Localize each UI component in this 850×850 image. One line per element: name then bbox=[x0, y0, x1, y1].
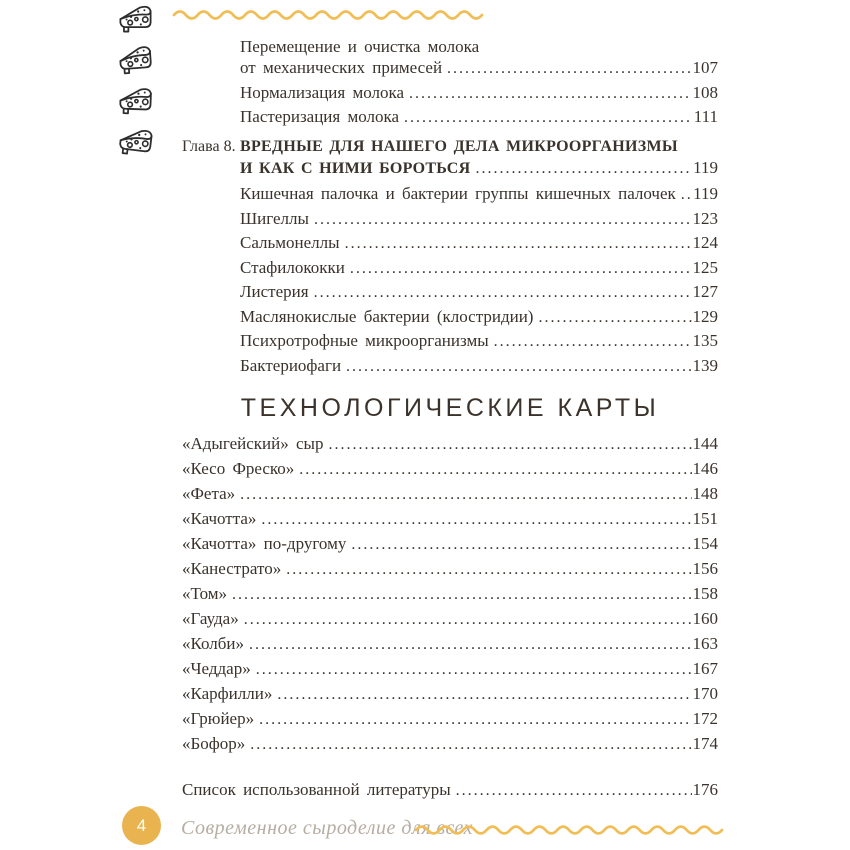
toc-entry-page: 154 bbox=[692, 534, 718, 553]
page-number: 4 bbox=[136, 815, 147, 835]
toc-entry-page: 123 bbox=[692, 208, 718, 228]
page-number-badge bbox=[122, 806, 161, 845]
toc-entry-title: «Колби» bbox=[182, 634, 244, 653]
wavy-line-icon bbox=[172, 5, 484, 25]
toc-entry-title: «Адыгейский» сыр bbox=[182, 434, 324, 453]
toc-entry-title: Бактериофаги bbox=[240, 355, 342, 375]
toc-entry bbox=[182, 557, 718, 582]
toc-entry-title: Сальмонеллы bbox=[240, 233, 340, 252]
toc-chapter8-subentry-list bbox=[240, 182, 718, 378]
cheese-icon bbox=[116, 44, 155, 79]
toc-entry-title: «Качотта» по-другому bbox=[182, 534, 347, 553]
toc-entry bbox=[182, 507, 718, 532]
toc-entry bbox=[182, 457, 718, 482]
toc-entry-page: 156 bbox=[692, 559, 718, 578]
dot-leader bbox=[314, 208, 692, 232]
toc-entry-page: 127 bbox=[692, 282, 718, 301]
cheese-icon bbox=[117, 4, 154, 36]
toc-entry bbox=[182, 732, 718, 757]
toc-entry-page: 108 bbox=[692, 83, 718, 102]
toc-entry bbox=[182, 682, 718, 707]
running-book-title: Современное сыроделие для всех bbox=[181, 817, 474, 839]
dot-leader bbox=[277, 683, 691, 707]
dot-leader bbox=[409, 82, 691, 105]
toc-entry-title: Психротрофные микроорганизмы bbox=[240, 331, 489, 350]
toc-entry bbox=[240, 207, 718, 232]
chapter-label: Глава 8. bbox=[182, 138, 236, 155]
toc-entry bbox=[240, 354, 718, 379]
dot-leader bbox=[249, 633, 692, 657]
chapter-title-line1: ВРЕДНЫЕ ДЛЯ НАШЕГО ДЕЛА МИКРООРГАНИЗМЫ bbox=[240, 138, 678, 155]
dot-leader bbox=[299, 458, 691, 482]
dot-leader bbox=[346, 355, 691, 379]
toc-entry bbox=[240, 329, 718, 354]
dot-leader bbox=[259, 708, 691, 732]
toc-entry-title: Список использованной литературы bbox=[182, 780, 451, 799]
toc-entry bbox=[240, 280, 718, 305]
toc-entry-page: 167 bbox=[692, 659, 718, 678]
toc-entry bbox=[182, 532, 718, 557]
toc-entry-title: «Грюйер» bbox=[182, 709, 255, 728]
toc-entry-page: 111 bbox=[693, 107, 718, 126]
toc-entry-title: Шигеллы bbox=[240, 208, 309, 228]
toc-entry-page: 129 bbox=[692, 306, 718, 326]
toc-entry-title: Кишечная палочка и бактерии группы кишечных палочек bbox=[240, 184, 676, 203]
section-heading-tech-cards: ТЕХНОЛОГИЧЕСКИЕ КАРТЫ bbox=[240, 394, 660, 422]
toc-entry-title: Пастеризация молока bbox=[240, 107, 400, 126]
toc-entry-title: Стафилококки bbox=[240, 257, 345, 277]
toc-entry-title: «Канестрато» bbox=[182, 559, 282, 578]
dot-leader bbox=[456, 779, 692, 803]
dot-leader bbox=[404, 106, 693, 129]
dot-leader bbox=[256, 658, 692, 682]
toc-entry-title: «Чеддар» bbox=[182, 659, 251, 678]
toc-entry-page: 144 bbox=[692, 434, 718, 453]
toc-entry bbox=[240, 256, 718, 281]
toc-entry-title: «Том» bbox=[182, 584, 228, 603]
toc-entry bbox=[182, 582, 718, 607]
dot-leader bbox=[476, 158, 693, 179]
toc-entry-page: 107 bbox=[692, 58, 718, 77]
toc-entry bbox=[182, 607, 718, 632]
dot-leader bbox=[286, 558, 691, 582]
toc-entry-page: 125 bbox=[692, 257, 718, 277]
dot-leader bbox=[240, 483, 691, 507]
toc-entry-page: 124 bbox=[692, 233, 718, 252]
toc-entry bbox=[182, 632, 718, 657]
toc-entry-bibliography bbox=[182, 778, 718, 803]
toc-entry-title: Нормализация молока bbox=[240, 83, 405, 102]
toc-entry-page: 174 bbox=[692, 734, 718, 753]
toc-entry-title: «Карфилли» bbox=[182, 684, 273, 703]
toc-entry-page: 160 bbox=[692, 609, 718, 628]
toc-entry bbox=[182, 707, 718, 732]
toc-entry bbox=[240, 81, 718, 105]
dot-leader bbox=[447, 58, 691, 79]
toc-entry bbox=[240, 105, 718, 129]
toc-entry-title: «Фета» bbox=[182, 484, 236, 503]
dot-leader bbox=[244, 608, 692, 632]
toc-entry-page: 151 bbox=[692, 509, 718, 528]
toc-subentry-list bbox=[240, 81, 718, 129]
toc-entry bbox=[182, 657, 718, 682]
table-of-contents bbox=[182, 36, 718, 803]
toc-chapter-entry bbox=[182, 136, 718, 179]
toc-entry bbox=[240, 305, 718, 330]
toc-entry-title: «Бофор» bbox=[182, 734, 246, 753]
toc-entry-page: 139 bbox=[692, 355, 718, 375]
chapter-title-line2: И КАК С НИМИ БОРОТЬСЯ bbox=[240, 160, 471, 177]
toc-entry-page: 170 bbox=[692, 684, 718, 703]
dot-leader bbox=[250, 733, 691, 757]
chapter-title bbox=[240, 136, 718, 179]
toc-entry bbox=[240, 36, 718, 79]
toc-entry bbox=[240, 182, 718, 207]
toc-entry bbox=[182, 432, 718, 457]
chapter-page: 119 bbox=[693, 158, 718, 177]
toc-entry-page: 176 bbox=[692, 780, 718, 799]
dot-leader bbox=[681, 183, 692, 207]
cheese-icon bbox=[115, 125, 156, 161]
toc-entry-page: 158 bbox=[692, 584, 718, 603]
dot-leader bbox=[351, 533, 691, 557]
dot-leader bbox=[328, 433, 691, 457]
dot-leader bbox=[494, 330, 692, 354]
toc-entry-page: 146 bbox=[692, 459, 718, 478]
wavy-line-icon bbox=[414, 820, 724, 840]
toc-entry-title: «Гауда» bbox=[182, 609, 239, 628]
dot-leader bbox=[261, 508, 691, 532]
toc-entry-page: 135 bbox=[692, 331, 718, 350]
toc-tech-card-list bbox=[182, 432, 718, 757]
toc-entry bbox=[240, 231, 718, 256]
toc-entry-title: «Кесо Фреско» bbox=[182, 459, 295, 478]
toc-entry-title-line2: от механических примесей bbox=[240, 58, 443, 77]
toc-entry-title: Маслянокислые бактерии (клостридии) bbox=[240, 306, 534, 326]
toc-entry-title-line1: Перемещение и очистка молока bbox=[240, 37, 480, 56]
cheese-icon-column bbox=[117, 4, 154, 159]
toc-entry-page: 148 bbox=[692, 484, 718, 503]
dot-leader bbox=[314, 281, 692, 305]
cheese-icon bbox=[116, 85, 154, 118]
toc-entry-page: 119 bbox=[693, 184, 718, 203]
toc-entry-title: Листерия bbox=[240, 282, 309, 301]
toc-entry-title: «Качотта» bbox=[182, 509, 257, 528]
dot-leader bbox=[345, 232, 692, 256]
toc-entry bbox=[182, 482, 718, 507]
toc-entry-page: 163 bbox=[692, 634, 718, 653]
dot-leader bbox=[350, 257, 692, 281]
dot-leader bbox=[538, 306, 691, 330]
dot-leader bbox=[232, 583, 691, 607]
toc-entry-page: 172 bbox=[692, 709, 718, 728]
